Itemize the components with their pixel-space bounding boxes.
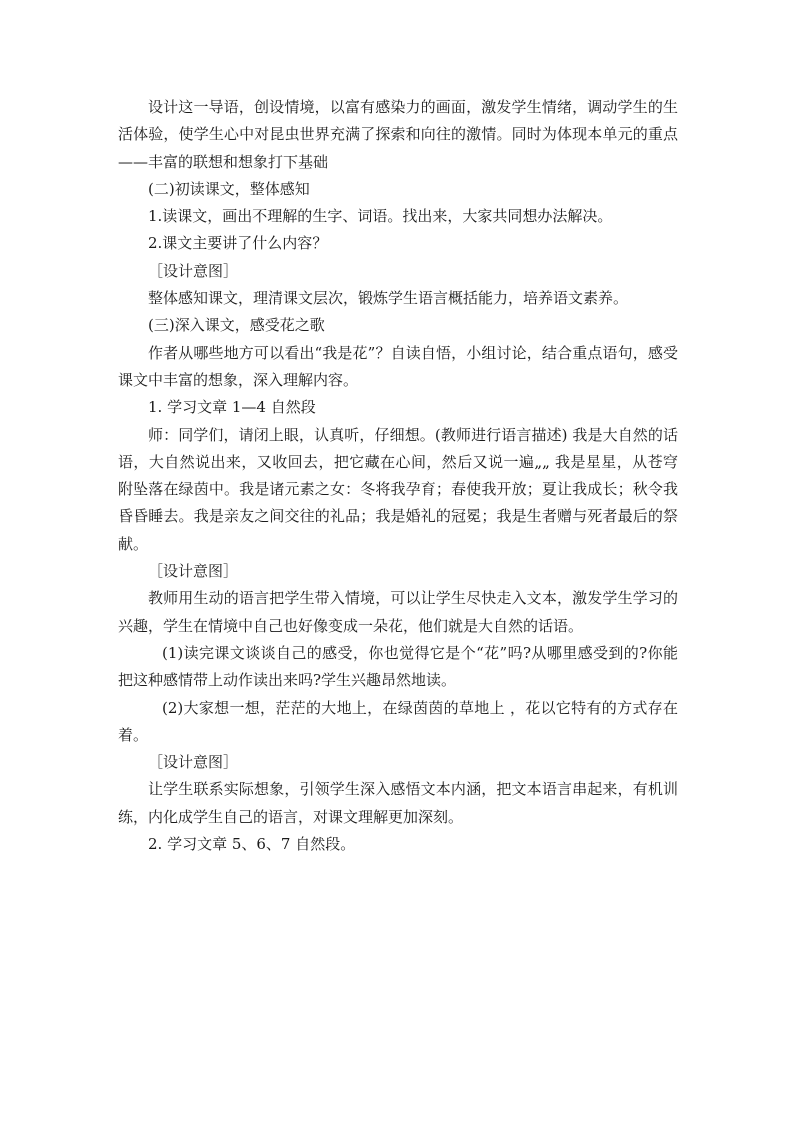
- paragraph-overview: 整体感知课文，理清课文层次，锻炼学生语言概括能力，培养语文素养。: [148, 289, 629, 308]
- body-text: [118, 94, 678, 858]
- list-item-1: 1.读课文，画出不理解的生字、词语。找出来，大家共同想办法解决。: [148, 207, 613, 226]
- paragraph-question: 作者从哪些地方可以看出“我是花”？自读自悟，小组讨论，结合重点语句，感受课文中丰富的想象，深入理解内容。: [118, 343, 678, 389]
- section-heading-3: (三)深入课文，感受花之歌: [148, 316, 325, 335]
- sub-item-1: (1)读完课文谈谈自己的感受，你也觉得它是个“花”吗?从哪里感受到的?你能把这种感情带上动作读出来吗?学生兴趣昂然地读。: [118, 643, 678, 690]
- paragraph-intro-design: 设计这一导语，创设情境，以富有感染力的画面，激发学生情绪，调动学生的生活体验，使学生心中对昆虫世界充满了探索和向往的激情。同时为体现本单元的重点——丰富的联想和想象打下基础: [118, 98, 678, 171]
- paragraph-teacher-speech: 师：同学们，请闭上眼，认真听，仔细想。(教师进行语言描述) 我是大自然的话语，大自然说出来，又收回去，把它藏在心间，然后又说一遍„„ 我是星星，从苍穹附坠落在绿茵中。我是诸元素之女：冬将我孕育；春使我开放；夏让我成长；秋令我昏昏睡去。我是亲友之间交往的礼品；我是婚礼的冠冕；我是生者赠与死者最后的祭献。: [118, 425, 678, 553]
- design-intent-label: ［设计意图］: [148, 753, 239, 772]
- study-item-2: 2. 学习文章 5、6、7 自然段。: [148, 835, 356, 854]
- paragraph-situation: 教师用生动的语言把学生带入情境，可以让学生尽快走入文本，激发学生学习的兴趣，学生在情境中自己也好像变成一朵花，他们就是大自然的话语。: [118, 589, 678, 635]
- study-item-1: 1. 学习文章 1—4 自然段: [148, 398, 316, 417]
- sub-item-2: (2)大家想一想，茫茫的大地上，在绿茵茵的草地上 ，花以它特有的方式存在着。: [118, 698, 678, 744]
- paragraph-imagination: 让学生联系实际想象，引领学生深入感悟文本内涵，把文本语言串起来，有机训练，内化成学生自己的语言，对课文理解更加深刻。: [118, 780, 678, 826]
- section-heading-2: (二)初读课文，整体感知: [148, 179, 310, 198]
- design-intent-label: ［设计意图］: [148, 562, 239, 581]
- design-intent-label: ［设计意图］: [148, 261, 239, 280]
- list-item-2: 2.课文主要讲了什么内容？: [148, 234, 328, 253]
